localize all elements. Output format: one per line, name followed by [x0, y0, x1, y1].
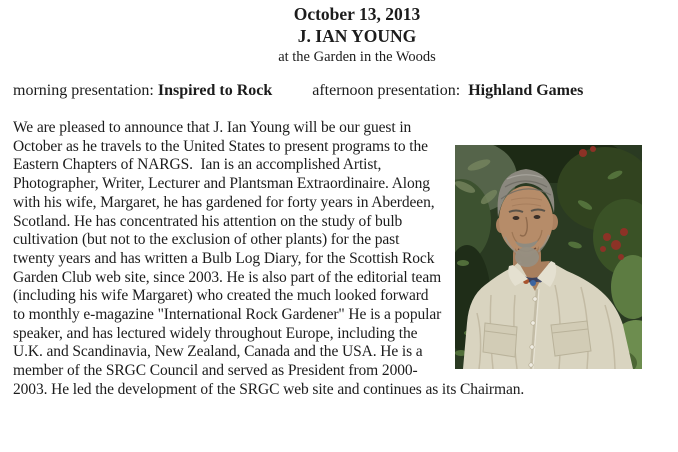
- morning-presentation-label: morning presentation:: [13, 82, 158, 99]
- portrait-photo-illustration: [455, 145, 642, 369]
- afternoon-presentation-title: Highland Games: [468, 82, 584, 99]
- article-body: [0, 119, 678, 400]
- body-paragraph: We are pleased to announce that J. Ian Young will be our guest in October as he travels to the United States to present programs to the Eastern Chapters of NARGS. Ian is an accomplished Artist, Photographer, Writer, Lecturer and Plantsman Extraordinaire. Along with his wife, Margaret, he has gardened for forty years in Aberdeen, Scotland. He has concentrated his attention on the study of bulb cultivation (but not to the exclusion of other plants) for the past twenty years and has written a Bulb Log Diary, for the Scottish Rock Garden Club web site, since 2003. He is also part of the editorial team (including his wife Margaret) who created the much looked forward to monthly e-magazine "International Rock Gardener" He is a popular speaker, and has lectured widely throughout Europe, including the U.K. and Scandinavia, New Zealand, Canada and the USA. He is a member of the SRGC Council and served as President from 2000-2003. He led the development of the SRGC web site and continues as its Chairman.: [13, 119, 525, 398]
- document-header: [0, 0, 678, 68]
- afternoon-presentation-label: afternoon presentation:: [312, 82, 469, 99]
- venue-line: at the Garden in the Woods: [278, 49, 436, 65]
- speaker-name: J. IAN YOUNG: [297, 25, 417, 46]
- presentations-row: [0, 80, 678, 102]
- afternoon-presentation: [312, 80, 583, 102]
- morning-presentation-title: Inspired to Rock: [157, 82, 273, 99]
- date-heading: October 13, 2013: [293, 4, 421, 24]
- morning-presentation: [13, 80, 272, 102]
- portrait-photo: [455, 145, 642, 369]
